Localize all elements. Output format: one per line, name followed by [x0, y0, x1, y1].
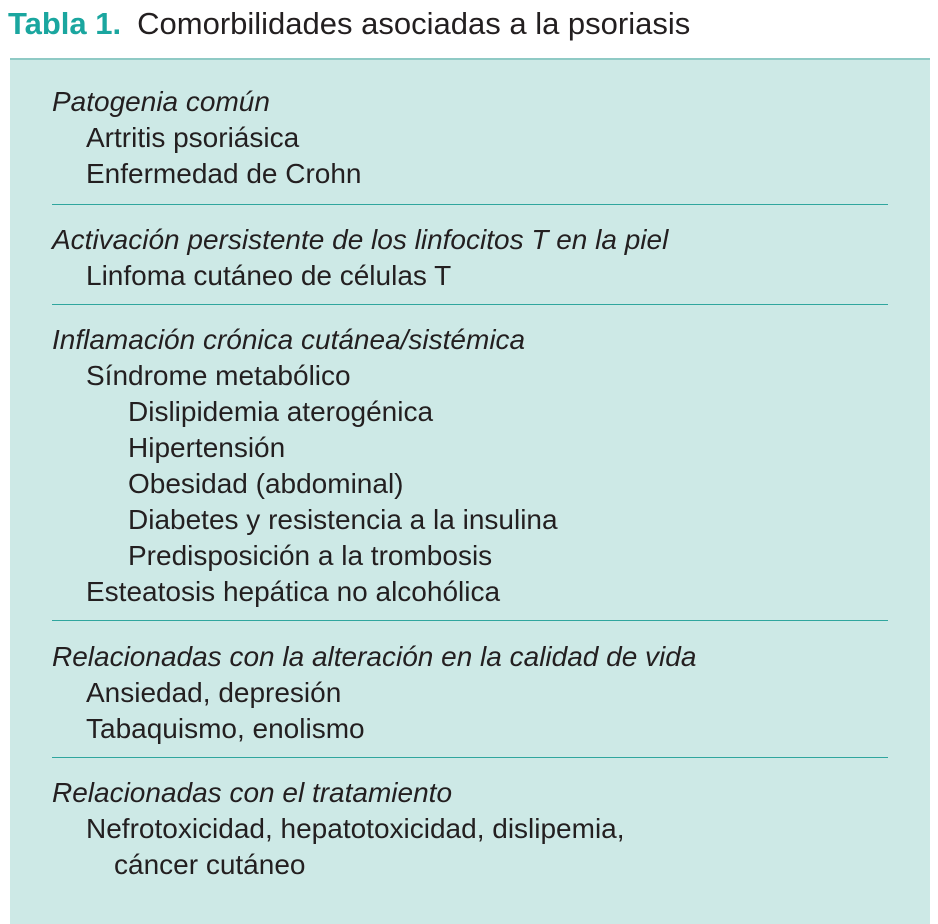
section-heading: Inflamación crónica cutánea/sistémica	[52, 324, 526, 355]
list-item: Linfoma cutáneo de células T	[86, 260, 452, 291]
list-item: Síndrome metabólico	[86, 360, 351, 391]
section-heading: Relacionadas con la alteración en la calidad de vida	[52, 641, 697, 672]
table-body	[10, 58, 930, 924]
sub-list-item: Hipertensión	[128, 432, 286, 463]
section-divider	[52, 304, 888, 305]
section-heading: Relacionadas con el tratamiento	[52, 777, 453, 808]
section-divider	[52, 204, 888, 205]
table-label: Tabla 1.	[8, 6, 122, 41]
section-heading: Patogenia común	[52, 86, 270, 117]
list-item: Esteatosis hepática no alcohólica	[86, 576, 501, 607]
list-item: Artritis psoriásica	[86, 122, 300, 153]
table-title: Comorbilidades asociadas a la psoriasis	[137, 6, 691, 41]
list-item: Tabaquismo, enolismo	[86, 713, 365, 744]
sub-list-item: Obesidad (abdominal)	[128, 468, 404, 499]
list-item: Nefrotoxicidad, hepatotoxicidad, dislipemia,	[86, 813, 625, 844]
sub-list-item: Predisposición a la trombosis	[128, 540, 493, 571]
list-item: Enfermedad de Crohn	[86, 158, 362, 189]
section-divider	[52, 620, 888, 621]
sub-list-item: Dislipidemia aterogénica	[128, 396, 434, 427]
section-heading: Activación persistente de los linfocitos T en la piel	[52, 224, 669, 255]
table-caption	[8, 6, 690, 52]
sub-list-item: Diabetes y resistencia a la insulina	[128, 504, 558, 535]
list-item-continuation: cáncer cutáneo	[114, 849, 306, 880]
list-item: Ansiedad, depresión	[86, 677, 342, 708]
section-divider	[52, 757, 888, 758]
